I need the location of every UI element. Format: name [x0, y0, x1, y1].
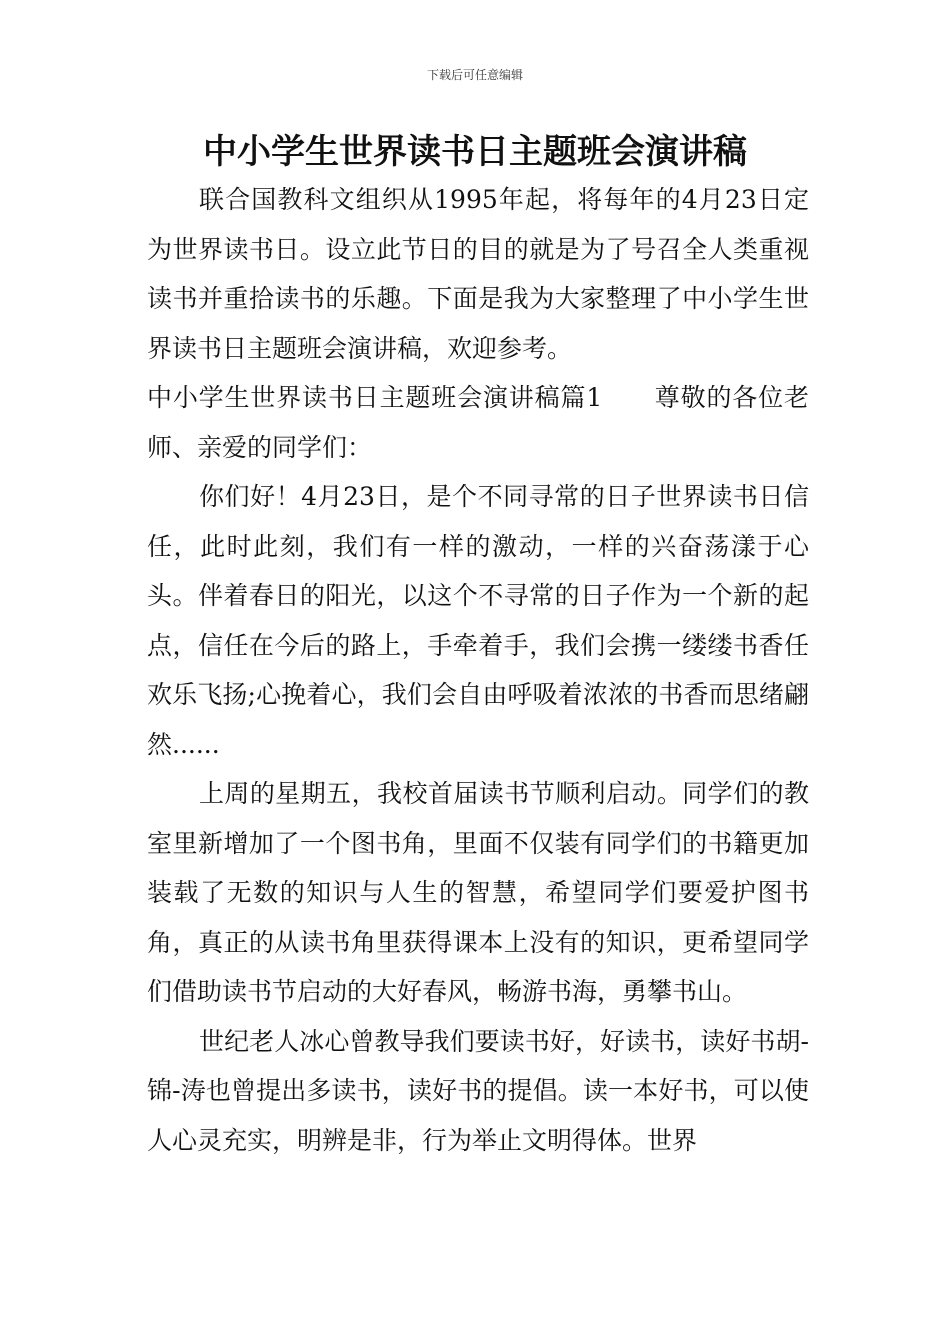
- paragraph-intro: 联合国教科文组织从1995年起，将每年的4月23日定为世界读书日。设立此节日的目的就是为了号召全人类重视读书并重拾读书的乐趣。下面是我为大家整理了中小学生世界读书日主题班会演讲稿，欢迎参考。: [147, 185, 809, 363]
- paragraph-greeting: 你们好！4月23日，是个不同寻常的日子世界读书日信任，此时此刻，我们有一样的激动，一样的兴奋荡漾于心头。伴着春日的阳光，以这个不寻常的日子作为一个新的起点，信任在今后的路上，手牵着手，我们会携一缕缕书香任欢乐飞扬;心挽着心，我们会自由呼吸着浓浓的书香而思绪翩然......: [147, 482, 809, 759]
- paragraph-bingxin: 世纪老人冰心曾教导我们要读书好，好读书，读好书胡-锦-涛也曾提出多读书，读好书的提倡。读一本好书，可以使人心灵充实，明辨是非，行为举止文明得体。世界: [147, 1026, 809, 1155]
- paragraph-reading-festival: 上周的星期五，我校首届读书节顺利启动。同学们的教室里新增加了一个图书角，里面不仅装有同学们的书籍更加装载了无数的知识与人生的智慧，希望同学们要爱护图书角，真正的从读书角里获得课本上没有的知识，更希望同学们借助读书节启动的大好春风，畅游书海，勇攀书山。: [147, 779, 809, 1006]
- document-body: [147, 175, 809, 1165]
- document-title: 中小学生世界读书日主题班会演讲稿: [203, 132, 747, 172]
- paragraph-section-heading: 中小学生世界读书日主题班会演讲稿篇1 尊敬的各位老师、亲爱的同学们：: [147, 383, 809, 462]
- header-note: 下载后可任意编辑: [426, 68, 523, 82]
